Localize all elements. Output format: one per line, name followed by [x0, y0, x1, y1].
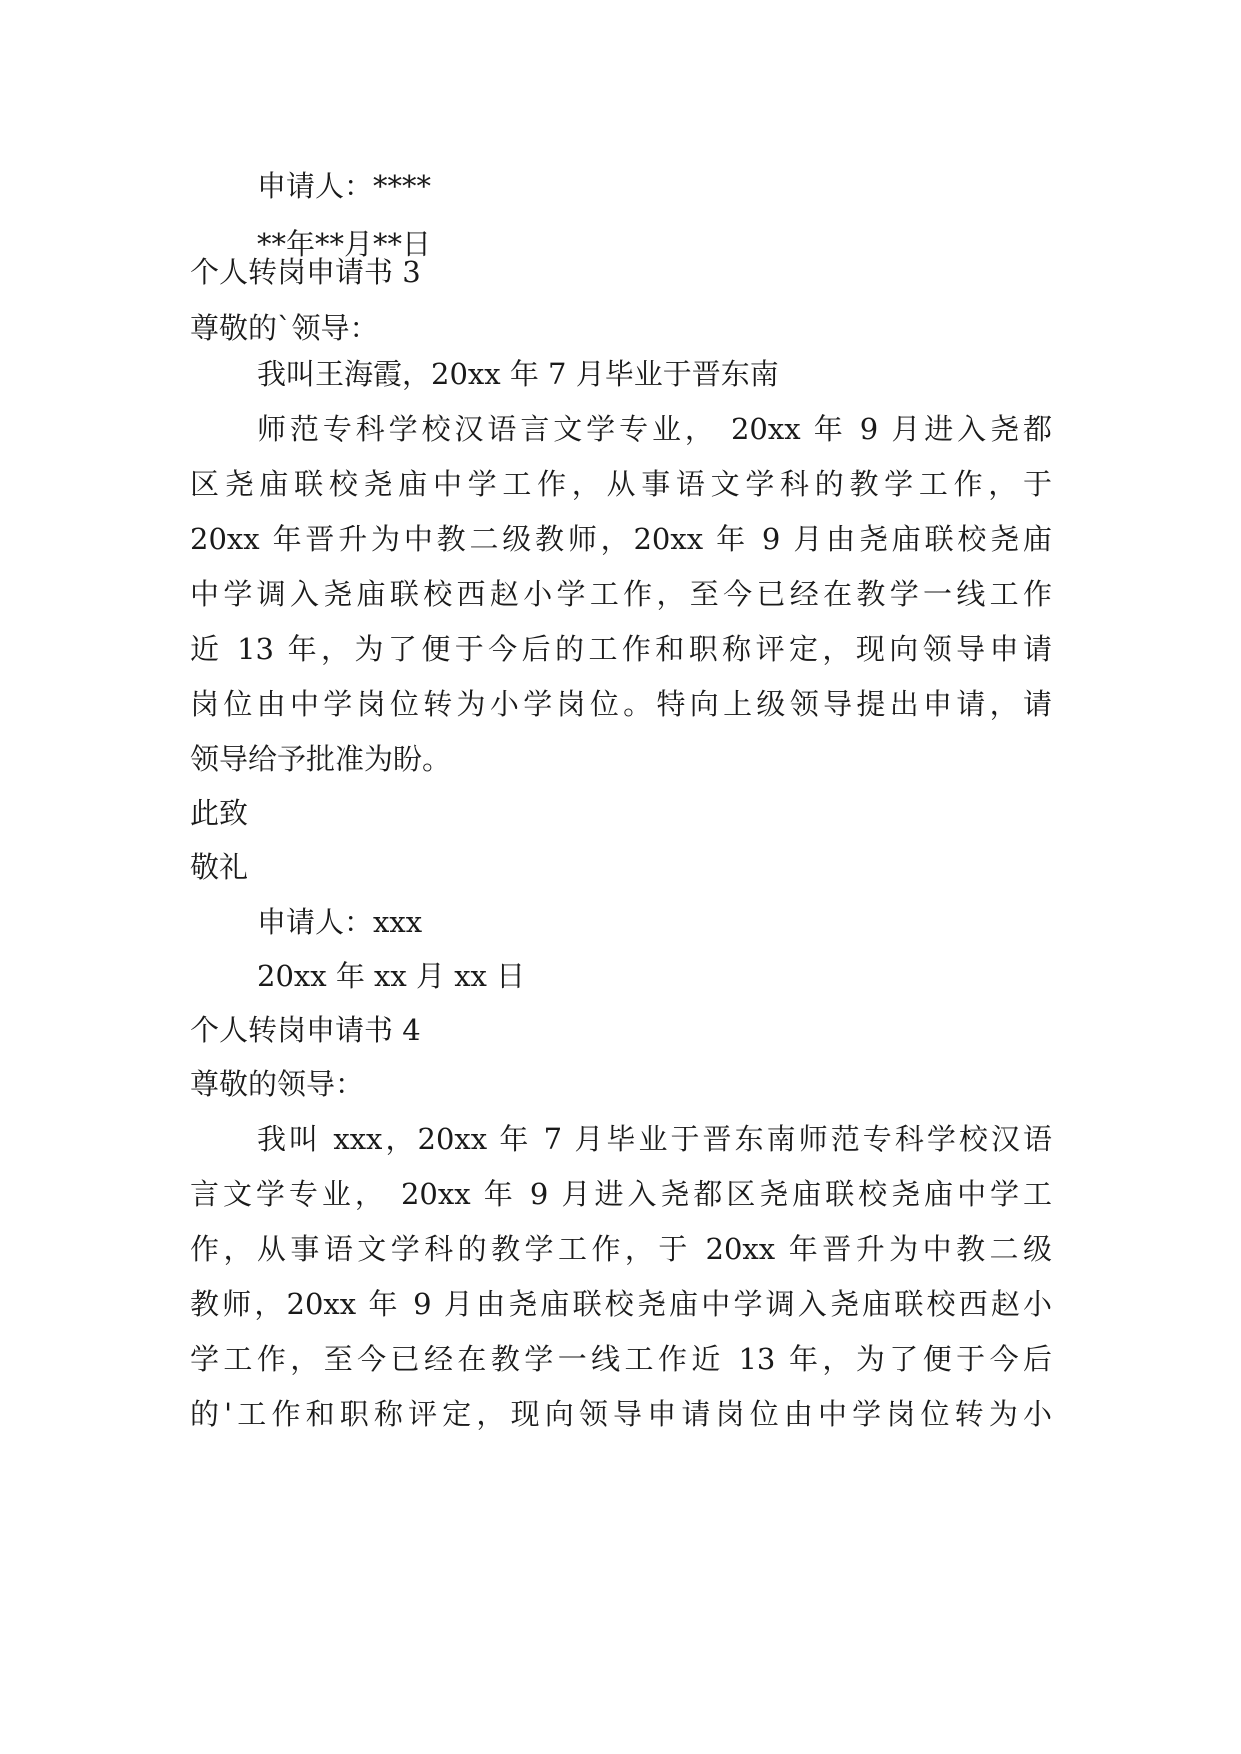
- letter3-salutation: 尊敬的`领导：: [190, 311, 379, 345]
- letter3-body-line: 岗位由中学岗位转为小学岗位。特向上级领导提出申请，请: [190, 687, 1052, 721]
- letter3-body-line: 中学调入尧庙联校西赵小学工作，至今已经在教学一线工作: [190, 577, 1052, 611]
- letter4-salutation: 尊敬的领导：: [190, 1067, 365, 1101]
- letter3-body-line: 20xx 年晋升为中教二级教师，20xx 年 9 月由尧庙联校尧庙: [190, 522, 1052, 556]
- letter3-date: 20xx 年 xx 月 xx 日: [257, 959, 526, 993]
- letter4-body-line: 学工作，至今已经在教学一线工作近 13 年，为了便于今后: [190, 1342, 1052, 1376]
- letter3-closing-cizhi: 此致: [190, 796, 249, 830]
- letter4-body-line: 作，从事语文学科的教学工作，于 20xx 年晋升为中教二级: [190, 1232, 1052, 1266]
- letter3-applicant: 申请人：xxx: [257, 905, 423, 939]
- letter4-body-line: 教师，20xx 年 9 月由尧庙联校尧庙中学调入尧庙联校西赵小: [190, 1287, 1052, 1321]
- applicant-line: 申请人：****: [257, 169, 432, 203]
- letter3-title: 个人转岗申请书 3: [190, 255, 421, 289]
- letter4-title: 个人转岗申请书 4: [190, 1013, 421, 1047]
- letter3-body-line: 师范专科学校汉语言文学专业， 20xx 年 9 月进入尧都: [257, 412, 1052, 446]
- letter4-body-line: 的'工作和职称评定，现向领导申请岗位由中学岗位转为小: [190, 1397, 1052, 1431]
- letter3-closing-jingli: 敬礼: [190, 850, 249, 884]
- letter3-body-line: 领导给予批准为盼。: [190, 742, 452, 776]
- letter3-intro-line: 我叫王海霞，20xx 年 7 月毕业于晋东南: [257, 357, 779, 391]
- letter4-body-line: 言文学专业， 20xx 年 9 月进入尧都区尧庙联校尧庙中学工: [190, 1177, 1052, 1211]
- letter3-body-line: 区尧庙联校尧庙中学工作，从事语文学科的教学工作，于: [190, 467, 1052, 501]
- letter3-body-line: 近 13 年，为了便于今后的工作和职称评定，现向领导申请: [190, 632, 1052, 666]
- letter4-body-line: 我叫 xxx，20xx 年 7 月毕业于晋东南师范专科学校汉语: [257, 1122, 1052, 1156]
- date-line: **年**月**日: [257, 227, 432, 261]
